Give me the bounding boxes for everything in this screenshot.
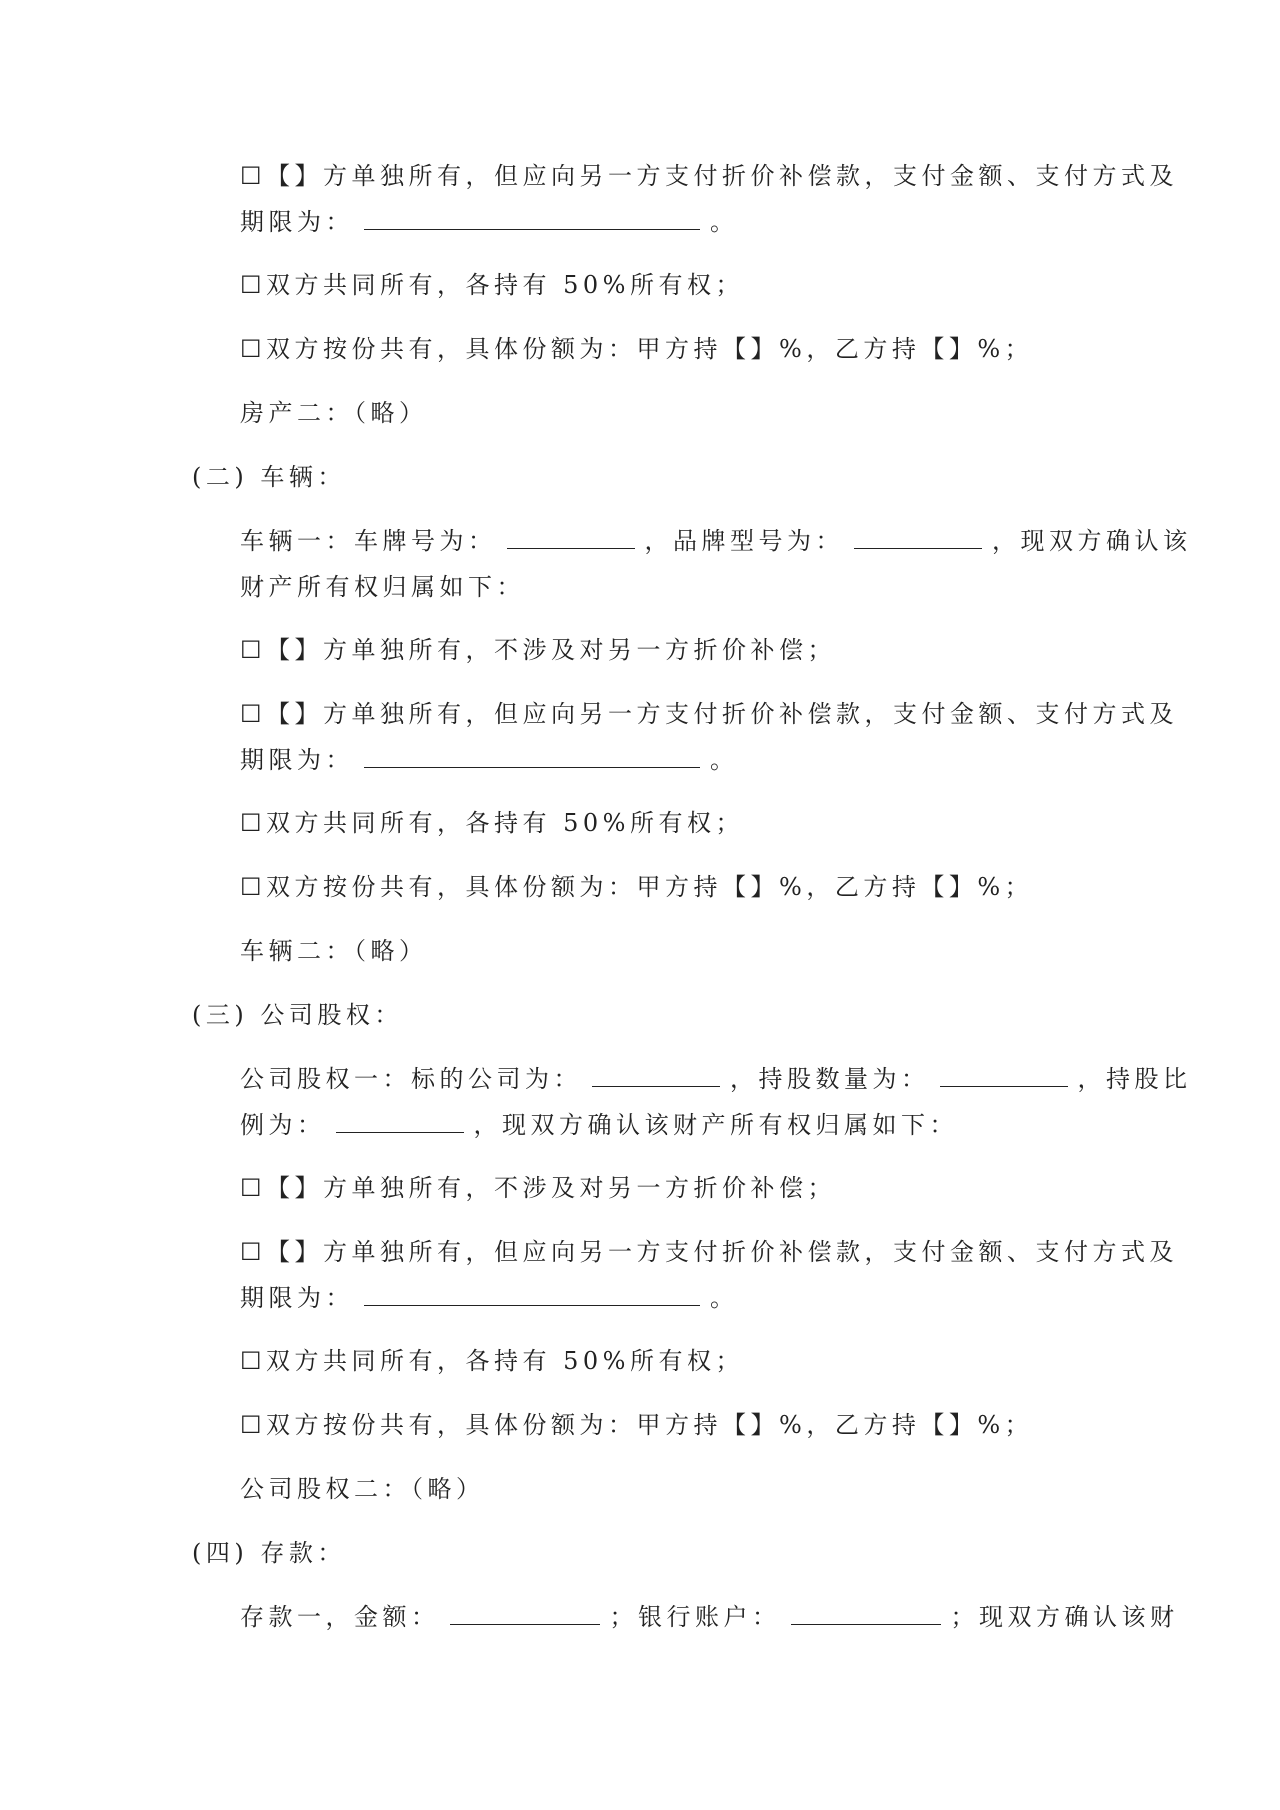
deposit-amount-field[interactable] — [450, 1602, 600, 1625]
label: 例为： — [240, 1111, 326, 1139]
vehicle-option-compensation-line2 — [240, 744, 739, 776]
label: 车辆一：车牌号为： — [240, 527, 497, 555]
section-heading-deposits: (四) 存款： — [192, 1539, 346, 1567]
period: 。 — [710, 746, 739, 774]
house-option-compensation-line1[interactable]: ☐【】方单独所有，但应向另一方支付折价补偿款，支付金额、支付方式及 — [240, 162, 1179, 190]
label: ，现双方确认该 — [992, 527, 1192, 555]
house-item-two: 房产二：（略） — [240, 399, 428, 427]
equity-item-two: 公司股权二：（略） — [240, 1475, 485, 1503]
section-heading-equity: (三) 公司股权： — [192, 1001, 403, 1029]
vehicle-option-sole[interactable]: ☐【】方单独所有，不涉及对另一方折价补偿； — [240, 636, 837, 664]
label: 期限为： — [240, 208, 354, 236]
label: ，持股比 — [1077, 1065, 1192, 1093]
target-company-field[interactable] — [592, 1064, 720, 1087]
label: 存款一，金额： — [240, 1603, 440, 1631]
share-quantity-field[interactable] — [940, 1064, 1068, 1087]
equity-option-compensation-line2 — [240, 1282, 739, 1314]
house-compensation-terms-field[interactable] — [364, 207, 700, 230]
house-option-compensation-line2 — [240, 206, 739, 238]
label: 期限为： — [240, 1284, 354, 1312]
house-option-shares[interactable]: ☐双方按份共有，具体份额为：甲方持【】%，乙方持【】%； — [240, 335, 1034, 363]
deposit-item-one-line1 — [240, 1601, 1179, 1633]
period: 。 — [710, 1284, 739, 1312]
period: 。 — [710, 208, 739, 236]
vehicle-option-joint[interactable]: ☐双方共同所有，各持有 50%所有权； — [240, 809, 744, 837]
brand-model-field[interactable] — [854, 526, 982, 549]
equity-item-one-line1 — [240, 1063, 1192, 1095]
equity-compensation-terms-field[interactable] — [364, 1283, 700, 1306]
label: ；现双方确认该财 — [950, 1603, 1179, 1631]
label: 期限为： — [240, 746, 354, 774]
label: ，持股数量为： — [730, 1065, 930, 1093]
label: ；银行账户： — [609, 1603, 781, 1631]
label: ，现双方确认该财产所有权归属如下： — [473, 1111, 958, 1139]
vehicle-item-one-line1 — [240, 525, 1192, 557]
equity-option-joint[interactable]: ☐双方共同所有，各持有 50%所有权； — [240, 1347, 744, 1375]
vehicle-item-two: 车辆二：（略） — [240, 937, 428, 965]
equity-item-one-line2 — [240, 1109, 958, 1141]
label: 公司股权一：标的公司为： — [240, 1065, 582, 1093]
plate-number-field[interactable] — [507, 526, 635, 549]
vehicle-option-compensation-line1[interactable]: ☐【】方单独所有，但应向另一方支付折价补偿款，支付金额、支付方式及 — [240, 700, 1179, 728]
share-ratio-field[interactable] — [336, 1110, 464, 1133]
equity-option-shares[interactable]: ☐双方按份共有，具体份额为：甲方持【】%，乙方持【】%； — [240, 1411, 1034, 1439]
label: ，品牌型号为： — [644, 527, 844, 555]
bank-account-field[interactable] — [791, 1602, 941, 1625]
vehicle-option-shares[interactable]: ☐双方按份共有，具体份额为：甲方持【】%，乙方持【】%； — [240, 873, 1034, 901]
section-heading-vehicles: (二) 车辆： — [192, 463, 346, 491]
vehicle-item-one-line2: 财产所有权归属如下： — [240, 573, 525, 601]
equity-option-compensation-line1[interactable]: ☐【】方单独所有，但应向另一方支付折价补偿款，支付金额、支付方式及 — [240, 1238, 1179, 1266]
vehicle-compensation-terms-field[interactable] — [364, 745, 700, 768]
house-option-joint[interactable]: ☐双方共同所有，各持有 50%所有权； — [240, 271, 744, 299]
equity-option-sole[interactable]: ☐【】方单独所有，不涉及对另一方折价补偿； — [240, 1174, 837, 1202]
